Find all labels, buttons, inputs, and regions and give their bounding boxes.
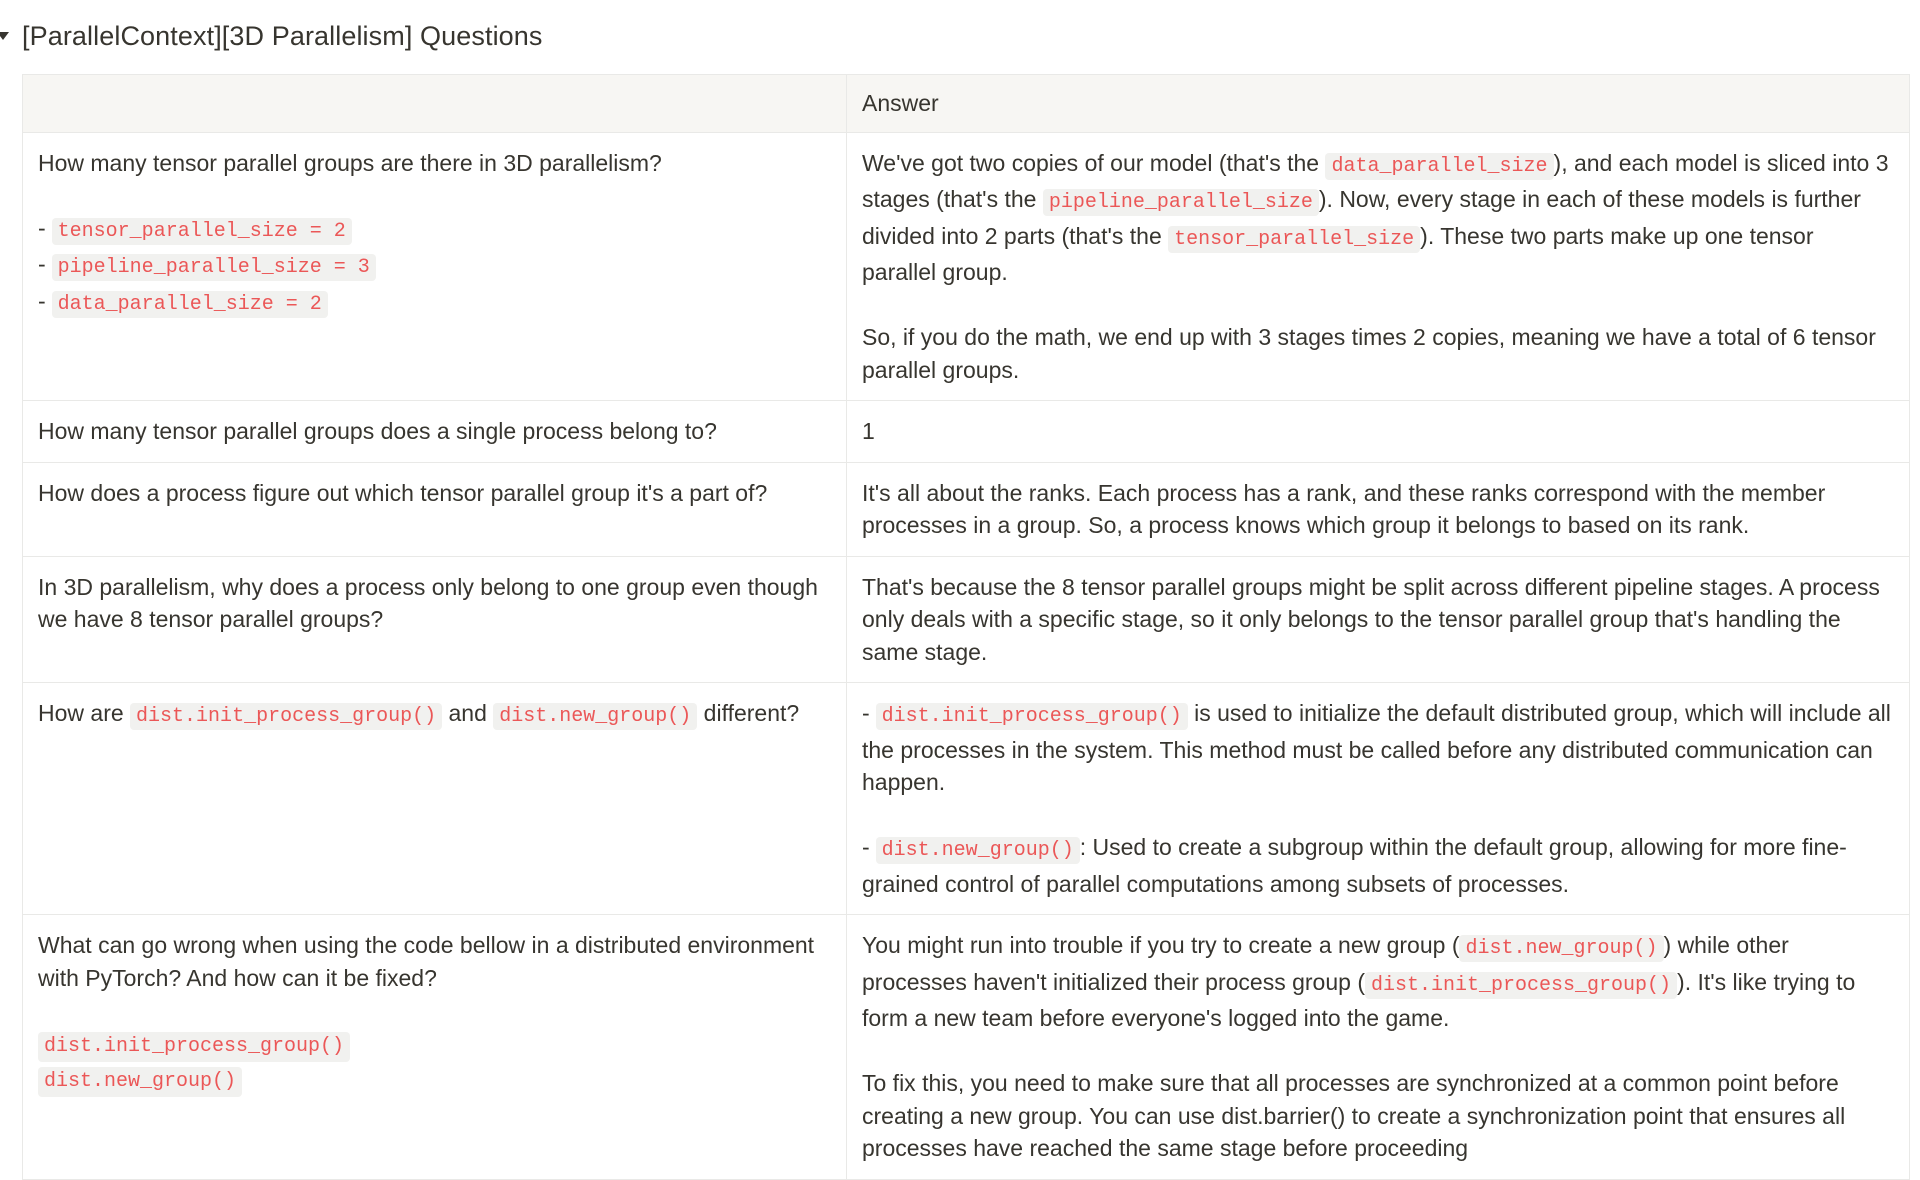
inline-code: dist.init_process_group() — [38, 1032, 350, 1062]
list-item: - pipeline_parallel_size = 3 — [38, 248, 831, 285]
header-question[interactable] — [23, 75, 847, 133]
table-row — [23, 915, 1910, 1180]
answer-paragraph: You might run into trouble if you try to create a new group ( dist.new_group() ) while other processes haven't initialized their process group ( dist.init_process_group() ). It's like trying to form a new team before everyone's logged into the game. — [862, 932, 1856, 1031]
question-text: What can go wrong when using the code bellow in a distributed environment with PyTorch? And how can it be fixed? — [38, 932, 815, 991]
inline-code: dist.new_group() — [1459, 935, 1663, 962]
table-row — [23, 132, 1910, 401]
question-cell[interactable] — [23, 462, 847, 556]
question-text: How does a process figure out which tensor parallel group it's a part of? — [38, 479, 768, 506]
inline-code: dist.init_process_group() — [130, 703, 442, 730]
table-row — [23, 401, 1910, 463]
inline-code: pipeline_parallel_size = 3 — [52, 254, 376, 281]
answer-paragraph: So, if you do the math, we end up with 3 stages times 2 copies, meaning we have a total of 6 tensor parallel groups. — [862, 324, 1876, 383]
answer-bullet: - dist.new_group() : Used to create a subgroup within the default group, allowing for more fine-grained control of parallel computations among subsets of processes. — [862, 834, 1847, 897]
answer-text: 1 — [862, 418, 875, 444]
inline-code: data_parallel_size = 2 — [52, 291, 328, 318]
question-cell[interactable] — [23, 683, 847, 915]
answer-text: That's because the 8 tensor parallel groups might be split across different pipeline stages. A process only deals with a specific stage, so it only belongs to the tensor parallel group that's handling the same stage. — [862, 573, 1880, 665]
table-row — [23, 462, 1910, 556]
answer-cell[interactable] — [847, 462, 1910, 556]
inline-code: pipeline_parallel_size — [1043, 189, 1319, 216]
question-text: How are dist.init_process_group() and dist.new_group() different? — [38, 700, 800, 728]
question-text: How many tensor parallel groups does a single process belong to? — [38, 418, 717, 444]
answer-cell[interactable] — [847, 683, 1910, 915]
answer-cell[interactable] — [847, 556, 1910, 683]
answer-cell[interactable] — [847, 132, 1910, 401]
code-line — [38, 1062, 831, 1097]
toggle-caret-down-icon[interactable] — [0, 29, 10, 43]
question-cell[interactable] — [23, 915, 847, 1180]
inline-code: tensor_parallel_size = 2 — [52, 218, 352, 245]
header-answer[interactable]: Answer — [847, 75, 1910, 133]
toggle-title: [ParallelContext][3D Parallelism] Questions — [22, 20, 543, 51]
table-row — [23, 556, 1910, 683]
toggle-header[interactable] — [0, 14, 543, 58]
inline-code: dist.new_group() — [38, 1067, 242, 1097]
list-item: - tensor_parallel_size = 2 — [38, 212, 831, 249]
code-line — [38, 1027, 831, 1062]
question-text: In 3D parallelism, why does a process only belong to one group even though we have 8 tensor parallel groups? — [38, 573, 818, 632]
inline-code: data_parallel_size — [1325, 153, 1553, 180]
table-header-row — [23, 75, 1910, 133]
inline-code: tensor_parallel_size — [1168, 226, 1420, 253]
inline-code: dist.new_group() — [493, 703, 697, 730]
inline-code: dist.new_group() — [876, 837, 1080, 864]
answer-paragraph: We've got two copies of our model (that's the data_parallel_size ), and each model is sliced into 3 stages (that's the pipeline_parallel_size ). Now, every stage in each of these models is further divided into 2 parts (that's the tensor_parallel_size ). These two parts make up one tensor parallel group. — [862, 149, 1889, 285]
answer-cell[interactable] — [847, 915, 1910, 1180]
inline-code: dist.init_process_group() — [1365, 972, 1677, 999]
question-cell[interactable] — [23, 132, 847, 401]
inline-code: dist.init_process_group() — [876, 703, 1188, 730]
question-cell[interactable] — [23, 401, 847, 463]
question-cell[interactable] — [23, 556, 847, 683]
qa-table — [22, 74, 1910, 1180]
answer-cell[interactable] — [847, 401, 1910, 463]
answer-text: It's all about the ranks. Each process has a rank, and these ranks correspond with the member processes in a group. So, a process knows which group it belongs to based on its rank. — [862, 479, 1826, 538]
list-item: - data_parallel_size = 2 — [38, 285, 831, 322]
table-row — [23, 683, 1910, 915]
answer-bullet: - dist.init_process_group() is used to initialize the default distributed group, which will include all the processes in the system. This method must be called before any distributed communication can happen. — [862, 700, 1891, 795]
answer-paragraph: To fix this, you need to make sure that all processes are synchronized at a common point before creating a new group. You can use dist.barrier() to create a synchronization point that ensures all processes have reached the same stage before proceeding — [862, 1070, 1846, 1161]
question-text: How many tensor parallel groups are there in 3D parallelism? — [38, 149, 662, 176]
